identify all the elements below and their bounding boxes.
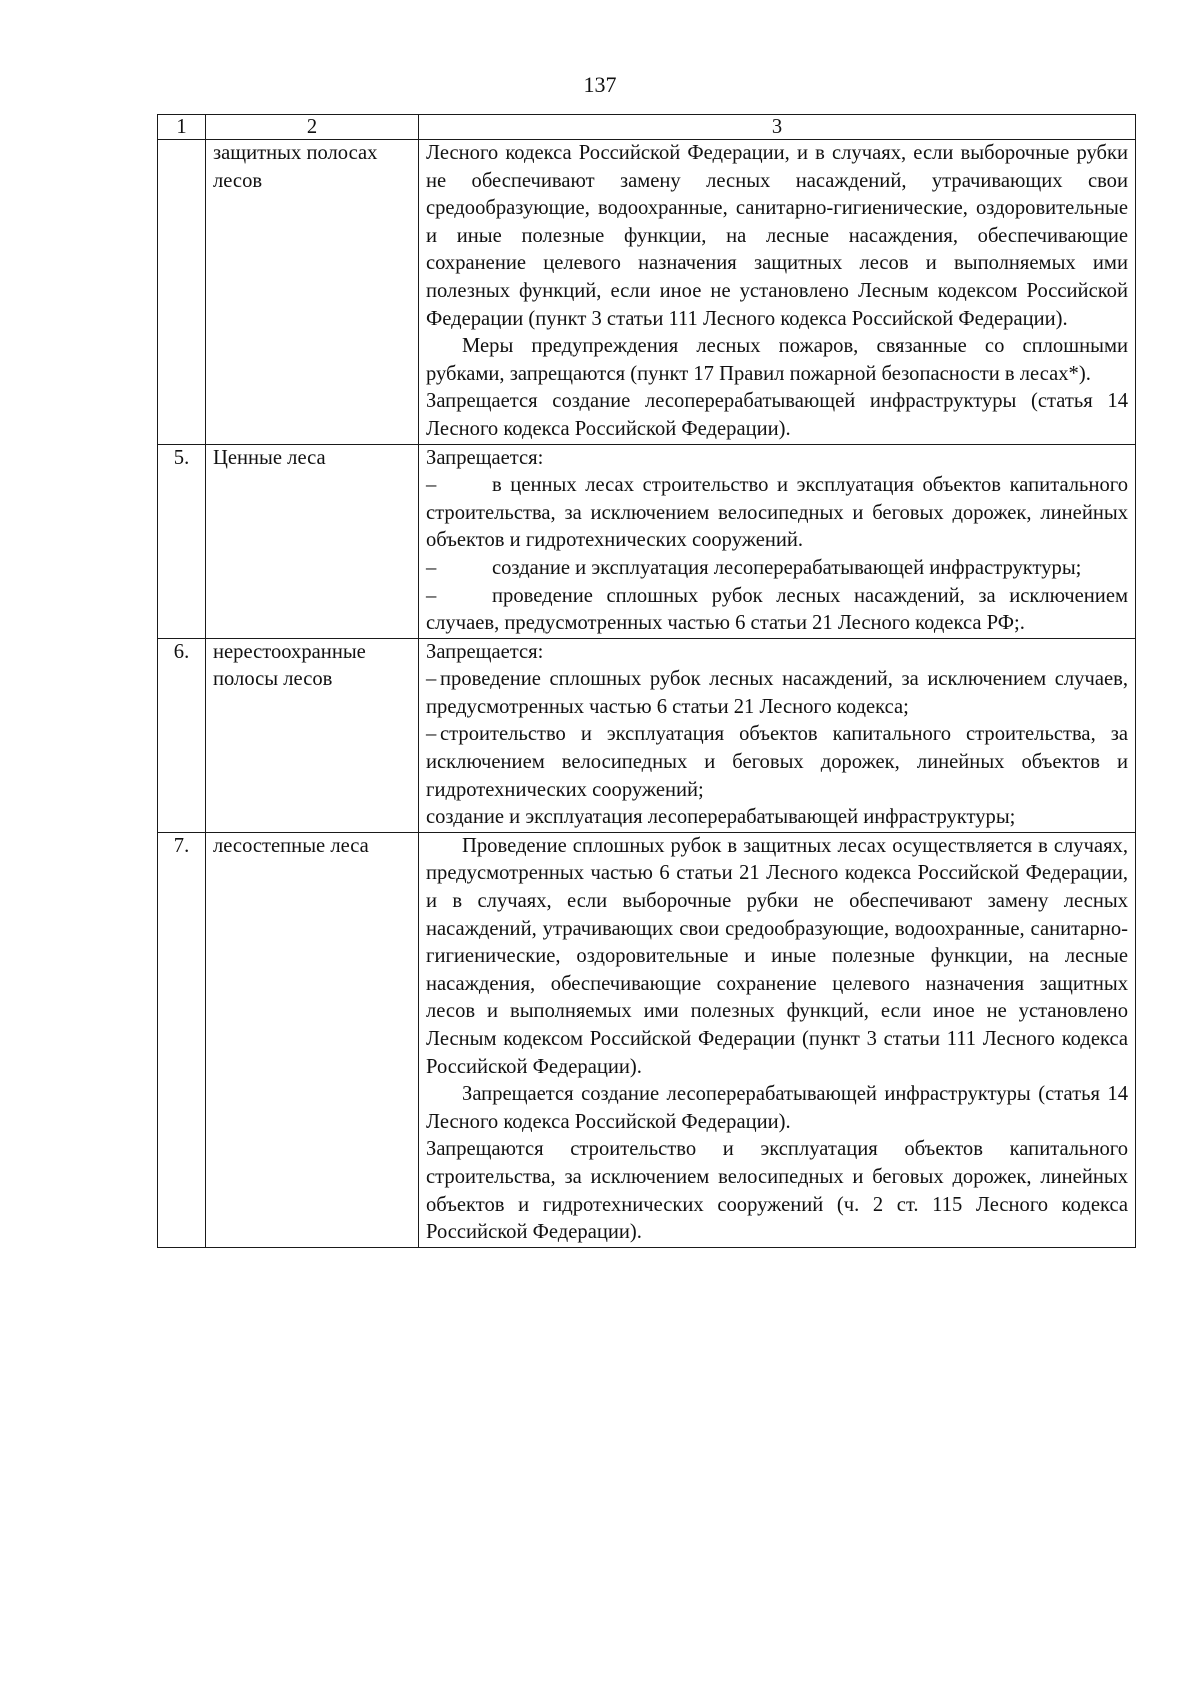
restrictions-cell <box>419 832 1136 1247</box>
paragraph-text: проведение сплошных рубок лесных насаждений, за исключением случаев, предусмотренных частью 6 статьи 21 Лесного кодекса; <box>426 668 1128 718</box>
restriction-paragraph: Запрещается создание лесоперерабатывающей инфраструктуры (статья 14 Лесного кодекса Российской Федерации). <box>426 1083 1128 1133</box>
row-number: 7. <box>158 832 206 1247</box>
paragraph-text: в ценных лесах строительство и эксплуатация объектов капитального строительства, за исключением велосипедных и беговых дорожек, линейных объектов и гидротехнических сооружений. <box>426 474 1128 552</box>
restriction-paragraph: создание и эксплуатация лесоперерабатывающей инфраструктуры; <box>426 806 1016 829</box>
restriction-paragraph: Запрещается: <box>426 640 544 663</box>
page-number: 137 <box>583 72 617 97</box>
table-row <box>158 140 1136 445</box>
table-row <box>158 444 1136 638</box>
forest-category: Ценные леса <box>206 444 419 638</box>
list-dash-icon: – <box>426 474 437 497</box>
restriction-paragraph: Запрещаются строительство и эксплуатация объектов капитального строительства, за исключением велосипедных и беговых дорожек, линейных объектов и гидротехнических сооружений (ч. 2 ст. 115 Лесного кодекса Российской Федерации). <box>426 1138 1128 1244</box>
restriction-paragraph <box>426 583 1128 638</box>
restrictions-cell <box>419 444 1136 638</box>
paragraph-text: проведение сплошных рубок лесных насаждений, за исключением случаев, предусмотренных частью 6 статьи 21 Лесного кодекса РФ;. <box>426 584 1128 635</box>
forest-category: защитных полосах лесов <box>206 140 419 445</box>
restriction-paragraph: Запрещается: <box>426 446 544 469</box>
restriction-paragraph <box>426 472 1128 555</box>
restriction-paragraph: Запрещается создание лесоперерабатывающей инфраструктуры (статья 14 Лесного кодекса Российской Федерации). <box>426 390 1128 440</box>
header-col-1: 1 <box>158 115 206 140</box>
paragraph-text: создание и эксплуатация лесоперерабатывающей инфраструктуры; <box>492 556 1082 579</box>
list-dash-icon: – <box>426 556 437 579</box>
restriction-paragraph: Лесного кодекса Российской Федерации, и в случаях, если выборочные рубки не обеспечивают замену лесных насаждений, утрачивающих свои средообразующие, водоохранные, санитарно-гигиенические, оздоровительные и иные полезные функции, на лесные насаждения, обеспечивающие сохранение целевого назначения защитных лесов и выполняемых ими полезных функций, если иное не установлено Лесным кодексом Российской Федерации (пункт 3 статьи 111 Лесного кодекса Российской Федерации). <box>426 142 1128 330</box>
forest-category: лесостепные леса <box>206 832 419 1247</box>
header-col-2: 2 <box>206 115 419 140</box>
list-dash-icon: – <box>426 668 437 691</box>
restriction-paragraph <box>426 721 1128 804</box>
restriction-paragraph <box>426 555 1128 583</box>
table-row <box>158 832 1136 1247</box>
header-col-3: 3 <box>419 115 1136 140</box>
row-number: 5. <box>158 444 206 638</box>
paragraph-text: строительство и эксплуатация объектов капитального строительства, за исключением велосипедных и беговых дорожек, линейных объектов и гидротехнических сооружений; <box>426 723 1128 801</box>
restrictions-cell <box>419 140 1136 445</box>
row-number: 6. <box>158 638 206 832</box>
list-dash-icon: – <box>426 723 437 746</box>
restrictions-cell <box>419 638 1136 832</box>
list-dash-icon: – <box>426 584 437 607</box>
table-row <box>158 638 1136 832</box>
restriction-paragraph: Проведение сплошных рубок в защитных лесах осуществляется в случаях, предусмотренных частью 6 статьи 21 Лесного кодекса Российской Федерации, и в случаях, если выборочные рубки не обеспечивают замену лесных насаждений, утрачивающих свои средообразующие, водоохранные, санитарно-гигиенические, оздоровительные и иные полезные функции, на лесные насаждения, обеспечивающие сохранение целевого назначения защитных лесов и выполняемых ими полезных функций, если иное не установлено Лесным кодексом Российской Федерации (пункт 3 статьи 111 Лесного кодекса Российской Федерации). <box>426 834 1128 1078</box>
row-number <box>158 140 206 445</box>
table-header-row <box>158 115 1136 140</box>
restriction-paragraph <box>426 666 1128 721</box>
restriction-paragraph: Меры предупреждения лесных пожаров, связанные со сплошными рубками, запрещаются (пункт 17 Правил пожарной безопасности в лесах*). <box>426 335 1128 385</box>
forest-category: нерестоохранные полосы лесов <box>206 638 419 832</box>
regulations-table <box>157 114 1136 1248</box>
